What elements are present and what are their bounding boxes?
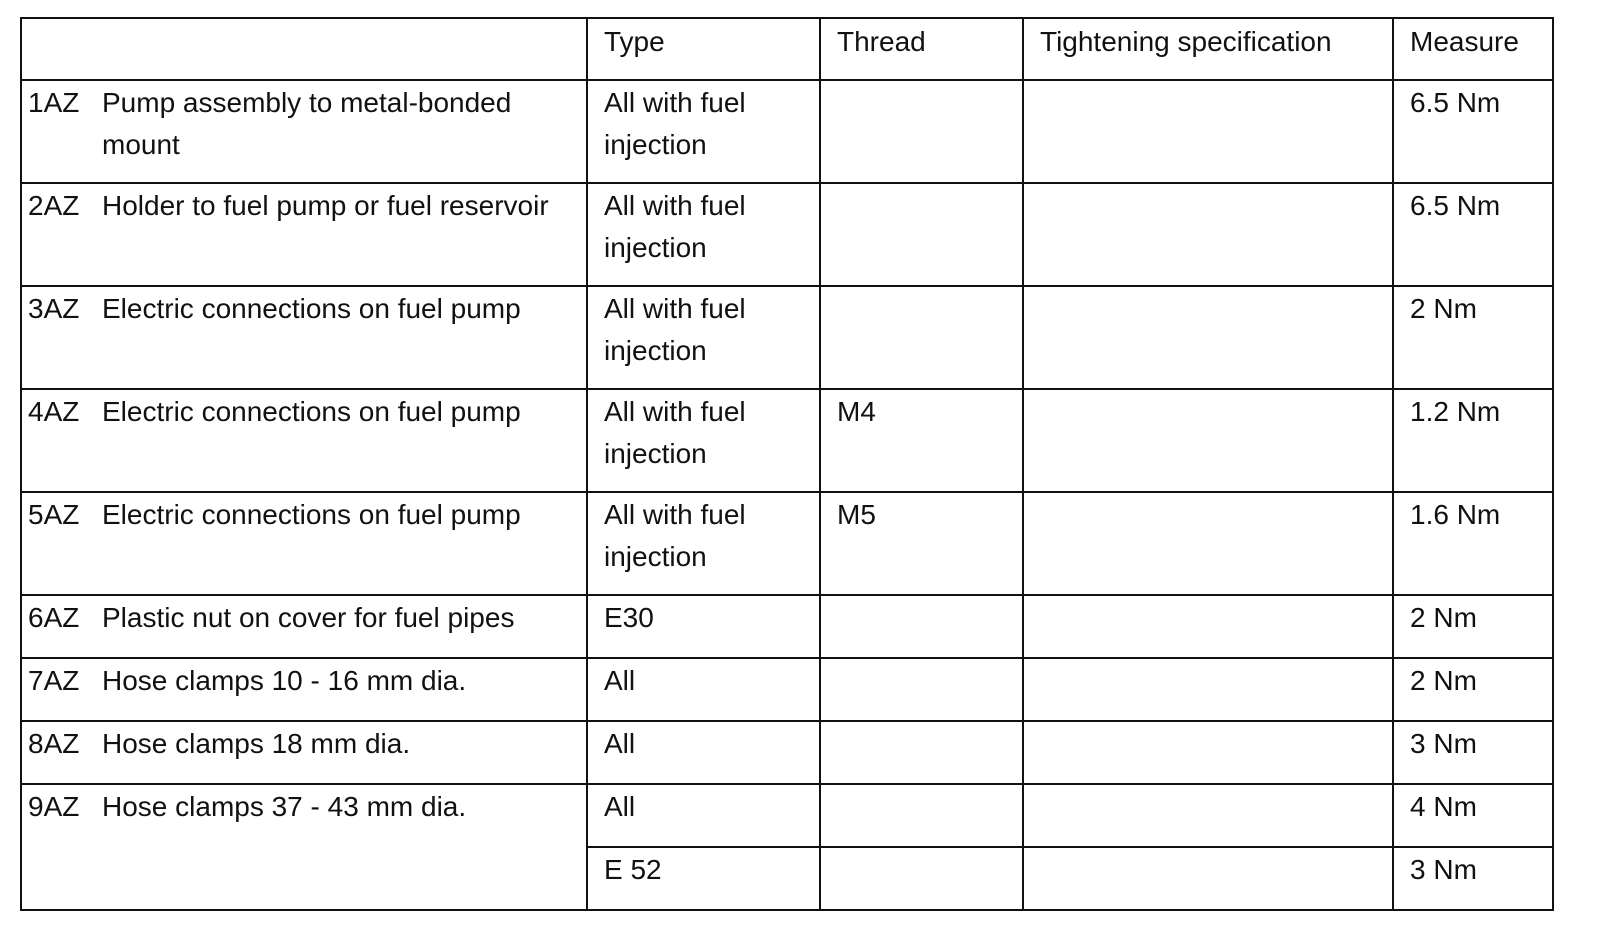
item-code: 5AZ [28, 499, 80, 530]
thread-cell [820, 658, 1023, 721]
tightening-cell [1023, 721, 1393, 784]
type-cell: E 52 [587, 847, 820, 910]
tightening-cell [1023, 389, 1393, 492]
measure-cell: 2 Nm [1393, 595, 1553, 658]
tightening-cell [1023, 286, 1393, 389]
item-code: 2AZ [28, 190, 80, 221]
item-code: 7AZ [28, 665, 80, 696]
item-description: Hose clamps 37 - 43 mm dia. [102, 791, 467, 822]
type-cell: All with fuel injection [587, 80, 820, 183]
table-row [21, 286, 1553, 389]
measure-cell: 6.5 Nm [1393, 80, 1553, 183]
item-cell [21, 80, 587, 183]
header-tightening-specification: Tightening specification [1023, 18, 1393, 80]
thread-cell [820, 847, 1023, 910]
item-description: Pump assembly to metal-bonded mount [102, 87, 512, 160]
item-code: 8AZ [28, 728, 80, 759]
measure-cell: 1.6 Nm [1393, 492, 1553, 595]
table-row [21, 492, 1553, 595]
tightening-cell [1023, 80, 1393, 183]
item-code: 9AZ [28, 791, 80, 822]
type-cell: All with fuel injection [587, 492, 820, 595]
item-description: Electric connections on fuel pump [102, 396, 521, 427]
thread-cell [820, 721, 1023, 784]
item-cell [21, 286, 587, 389]
thread-cell [820, 595, 1023, 658]
tightening-spec-table [20, 17, 1554, 911]
type-cell: All with fuel injection [587, 389, 820, 492]
item-code: 1AZ [28, 87, 80, 118]
item-cell [21, 784, 587, 910]
measure-cell: 1.2 Nm [1393, 389, 1553, 492]
thread-cell [820, 80, 1023, 183]
type-cell: All [587, 721, 820, 784]
type-cell: E30 [587, 595, 820, 658]
type-cell: All with fuel injection [587, 183, 820, 286]
thread-cell [820, 286, 1023, 389]
item-cell [21, 595, 587, 658]
thread-cell [820, 784, 1023, 847]
item-cell [21, 183, 587, 286]
item-code: 6AZ [28, 602, 80, 633]
table-row [21, 183, 1553, 286]
type-cell: All [587, 784, 820, 847]
measure-cell: 4 Nm [1393, 784, 1553, 847]
table-row [21, 389, 1553, 492]
table-row [21, 80, 1553, 183]
measure-cell: 3 Nm [1393, 721, 1553, 784]
item-cell [21, 492, 587, 595]
item-cell [21, 389, 587, 492]
item-description: Hose clamps 18 mm dia. [102, 728, 411, 759]
item-description: Plastic nut on cover for fuel pipes [102, 602, 515, 633]
table-row [21, 595, 1553, 658]
header-row [21, 18, 1553, 80]
measure-cell: 3 Nm [1393, 847, 1553, 910]
item-description: Holder to fuel pump or fuel reservoir [102, 190, 549, 221]
tightening-cell [1023, 595, 1393, 658]
item-description: Electric connections on fuel pump [102, 293, 521, 324]
table-row [21, 721, 1553, 784]
header-type: Type [587, 18, 820, 80]
thread-cell: M4 [820, 389, 1023, 492]
tightening-cell [1023, 183, 1393, 286]
header-measure: Measure [1393, 18, 1553, 80]
measure-cell: 6.5 Nm [1393, 183, 1553, 286]
header-item [21, 18, 587, 80]
type-cell: All with fuel injection [587, 286, 820, 389]
tightening-cell [1023, 658, 1393, 721]
table-row [21, 784, 1553, 847]
thread-cell: M5 [820, 492, 1023, 595]
item-cell [21, 721, 587, 784]
header-thread: Thread [820, 18, 1023, 80]
item-description: Electric connections on fuel pump [102, 499, 521, 530]
item-code: 4AZ [28, 396, 80, 427]
tightening-cell [1023, 784, 1393, 847]
item-code: 3AZ [28, 293, 80, 324]
tightening-cell [1023, 847, 1393, 910]
tightening-cell [1023, 492, 1393, 595]
type-cell: All [587, 658, 820, 721]
table-row [21, 658, 1553, 721]
item-description: Hose clamps 10 - 16 mm dia. [102, 665, 467, 696]
measure-cell: 2 Nm [1393, 658, 1553, 721]
item-cell [21, 658, 587, 721]
measure-cell: 2 Nm [1393, 286, 1553, 389]
thread-cell [820, 183, 1023, 286]
